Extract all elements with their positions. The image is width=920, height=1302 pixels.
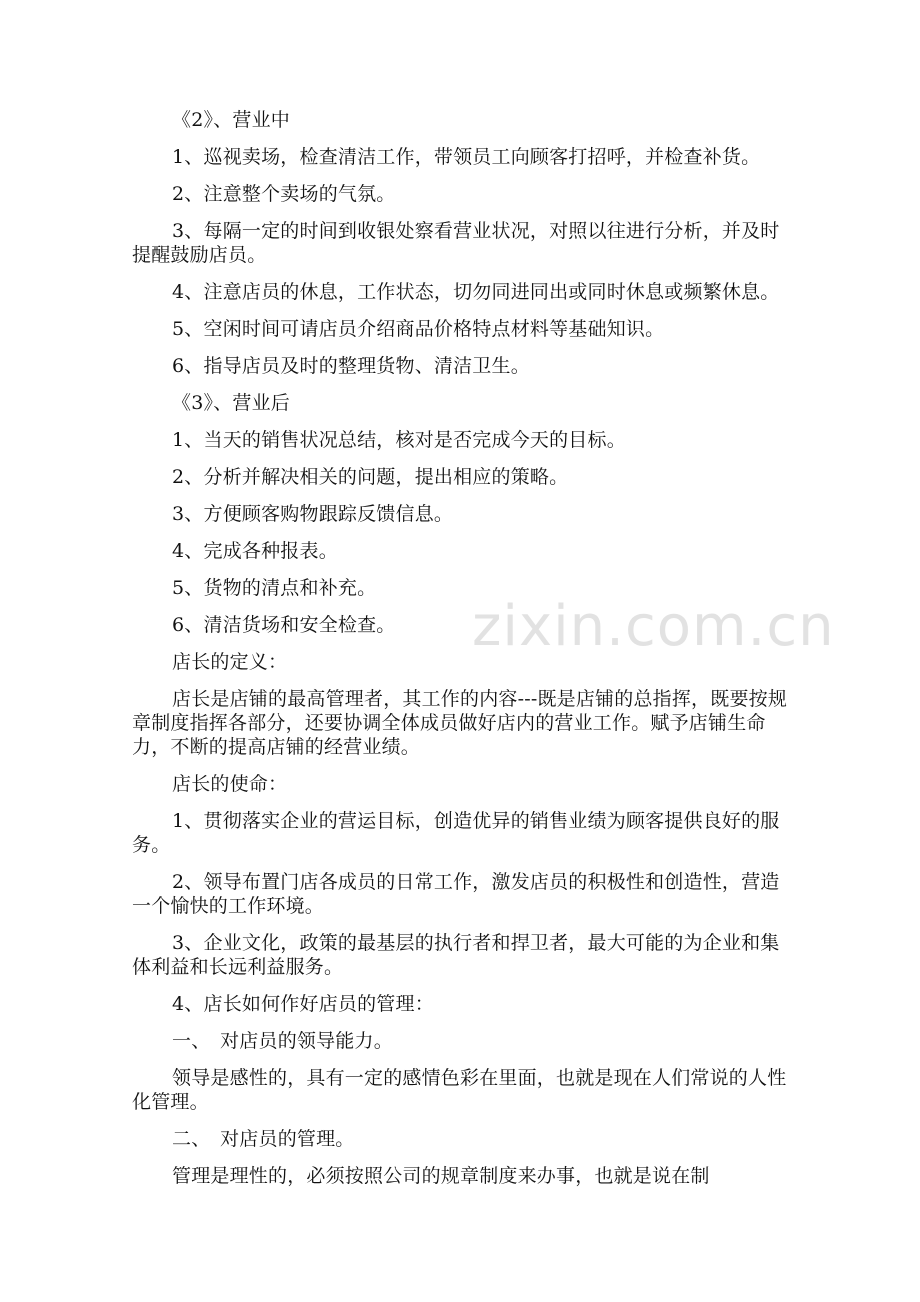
paragraph: 二、 对店员的管理。: [172, 1128, 355, 1150]
paragraph: 2、领导布置门店各成员的日常工作，激发店员的积极性和创造性，营造一个愉快的工作环境。: [132, 871, 780, 917]
paragraph: 5、货物的清点和补充。: [172, 577, 377, 599]
paragraph: 一、 对店员的领导能力。: [172, 1030, 393, 1052]
document-body: [132, 108, 792, 1201]
paragraph: 1、当天的销售状况总结，核对是否完成今天的目标。: [172, 429, 626, 451]
paragraph: 店长是店铺的最高管理者，其工作的内容---既是店铺的总指挥，既要按规章制度指挥各部分，还要协调全体成员做好店内的营业工作。赋予店铺生命力，不断的提高店铺的经营业绩。: [132, 688, 788, 758]
section-heading: 店长的使命：: [172, 773, 288, 795]
paragraph: 3、每隔一定的时间到收银处察看营业状况，对照以往进行分析，并及时提醒鼓励店员。: [132, 220, 780, 266]
paragraph: 管理是理性的，必须按照公司的规章制度来办事，也就是说在制: [172, 1165, 710, 1187]
paragraph: 5、空闲时间可请店员介绍商品价格特点材料等基础知识。: [172, 318, 665, 340]
paragraph: 4、店长如何作好店员的管理：: [172, 993, 434, 1015]
paragraph: 6、指导店员及时的整理货物、清洁卫生。: [172, 355, 530, 377]
paragraph: 2、分析并解决相关的问题，提出相应的策略。: [172, 466, 569, 488]
paragraph: 3、方便顾客购物跟踪反馈信息。: [172, 503, 454, 525]
section-heading: 店长的定义：: [172, 651, 288, 673]
paragraph: 4、完成各种报表。: [172, 540, 338, 562]
paragraph: 4、注意店员的休息，工作状态，切勿同进同出或同时休息或频繁休息。: [172, 281, 780, 303]
paragraph: 1、贯彻落实企业的营运目标，创造优异的销售业绩为顾客提供良好的服务。: [132, 810, 780, 856]
paragraph: 领导是感性的，具有一定的感情色彩在里面，也就是现在人们常说的人性化管理。: [132, 1067, 787, 1113]
section-heading: 《3》、营业后: [172, 392, 290, 414]
paragraph: 2、注意整个卖场的气氛。: [172, 183, 396, 205]
paragraph: 《2》、营业中: [172, 109, 290, 131]
paragraph: 6、清洁货场和安全检查。: [172, 614, 396, 636]
watermark: zixin.com.cn: [472, 594, 835, 659]
paragraph: 3、企业文化，政策的最基层的执行者和捍卫者，最大可能的为企业和集体利益和长远利益服务。: [132, 932, 780, 978]
paragraph: 1、巡视卖场，检查清洁工作，带领员工向顾客打招呼，并检查补货。: [172, 146, 761, 168]
